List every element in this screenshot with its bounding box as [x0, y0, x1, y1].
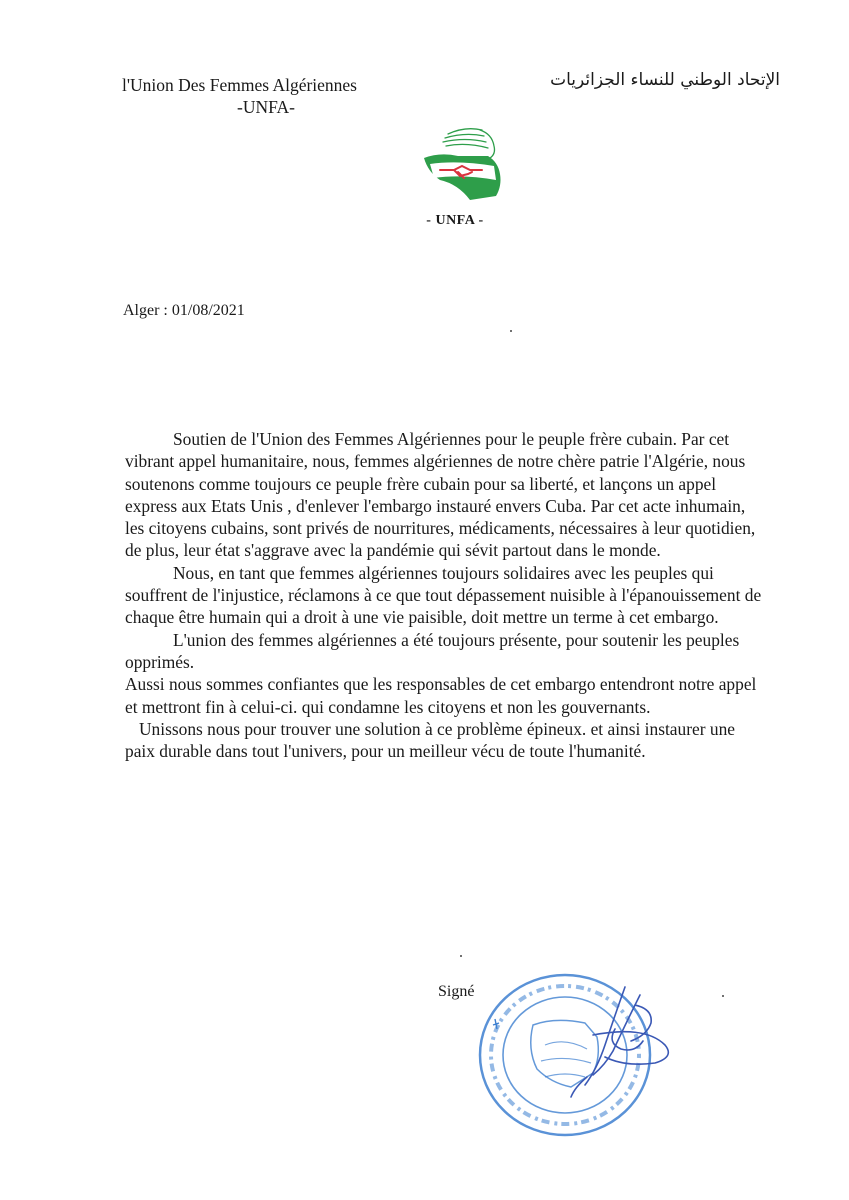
organization-name-french — [122, 74, 412, 118]
organization-acronym: -UNFA- — [237, 97, 296, 117]
handwritten-signature — [571, 987, 668, 1097]
organization-name-arabic: الإتحاد الوطني للنساء الجزائريات — [550, 70, 780, 90]
organization-name-french-line1: l'Union Des Femmes Algériennes — [122, 75, 357, 95]
signed-label: Signé — [438, 983, 475, 1000]
date-line: Alger : 01/08/2021 — [123, 302, 245, 319]
body-paragraph-4: Aussi nous sommes confiantes que les responsables de cet embargo entendront notre appel et mettront fin à celui-ci. qui condamne les citoyens et non les gouvernants. — [125, 674, 757, 717]
logo-head-lines — [443, 129, 495, 158]
stamp-seal — [480, 975, 650, 1135]
body-paragraph-3: L'union des femmes algériennes a été toujours présente, pour soutenir les peuples opprimés. — [125, 629, 740, 672]
logo-caption: - UNFA - — [426, 213, 484, 228]
body-paragraph-2: Nous, en tant que femmes algériennes toujours solidaires avec les peuples qui souffrent de l'injustice, réclamons à ce que tout dépassement nuisible à l'épanouissement de chaque être humain qui a droit à une vie paisible, doit mettre un terme à cet embargo. — [125, 562, 762, 628]
letter-body — [125, 428, 765, 762]
scan-speck — [722, 995, 724, 997]
body-paragraph-5: Unissons nous pour trouver une solution à ce problème épineux. et ainsi instaurer une paix durable dans tout l'univers, pour un meilleur vécu de toute l'humanité. — [125, 718, 735, 762]
body-paragraph-1: Soutien de l'Union des Femmes Algériennes pour le peuple frère cubain. Par cet vibrant appel humanitaire, nous, femmes algériennes de notre chère patrie l'Algérie, nous soutenons comme toujours ce peuple frère cubain pour sa liberté, et lançons un appel express aux Etats Unis , d'enlever l'embargo instauré envers Cuba. Par cet acte inhumain, les citoyens cubains, sont privés de nourritures, médicaments, nécessaires à leur quotidien, de plus, leur état s'aggrave avec la pandémie qui sévit partout dans le monde. — [125, 429, 756, 561]
official-stamp — [475, 965, 700, 1140]
unfa-logo — [410, 112, 510, 212]
scan-speck — [460, 955, 462, 957]
scan-speck — [510, 330, 512, 332]
